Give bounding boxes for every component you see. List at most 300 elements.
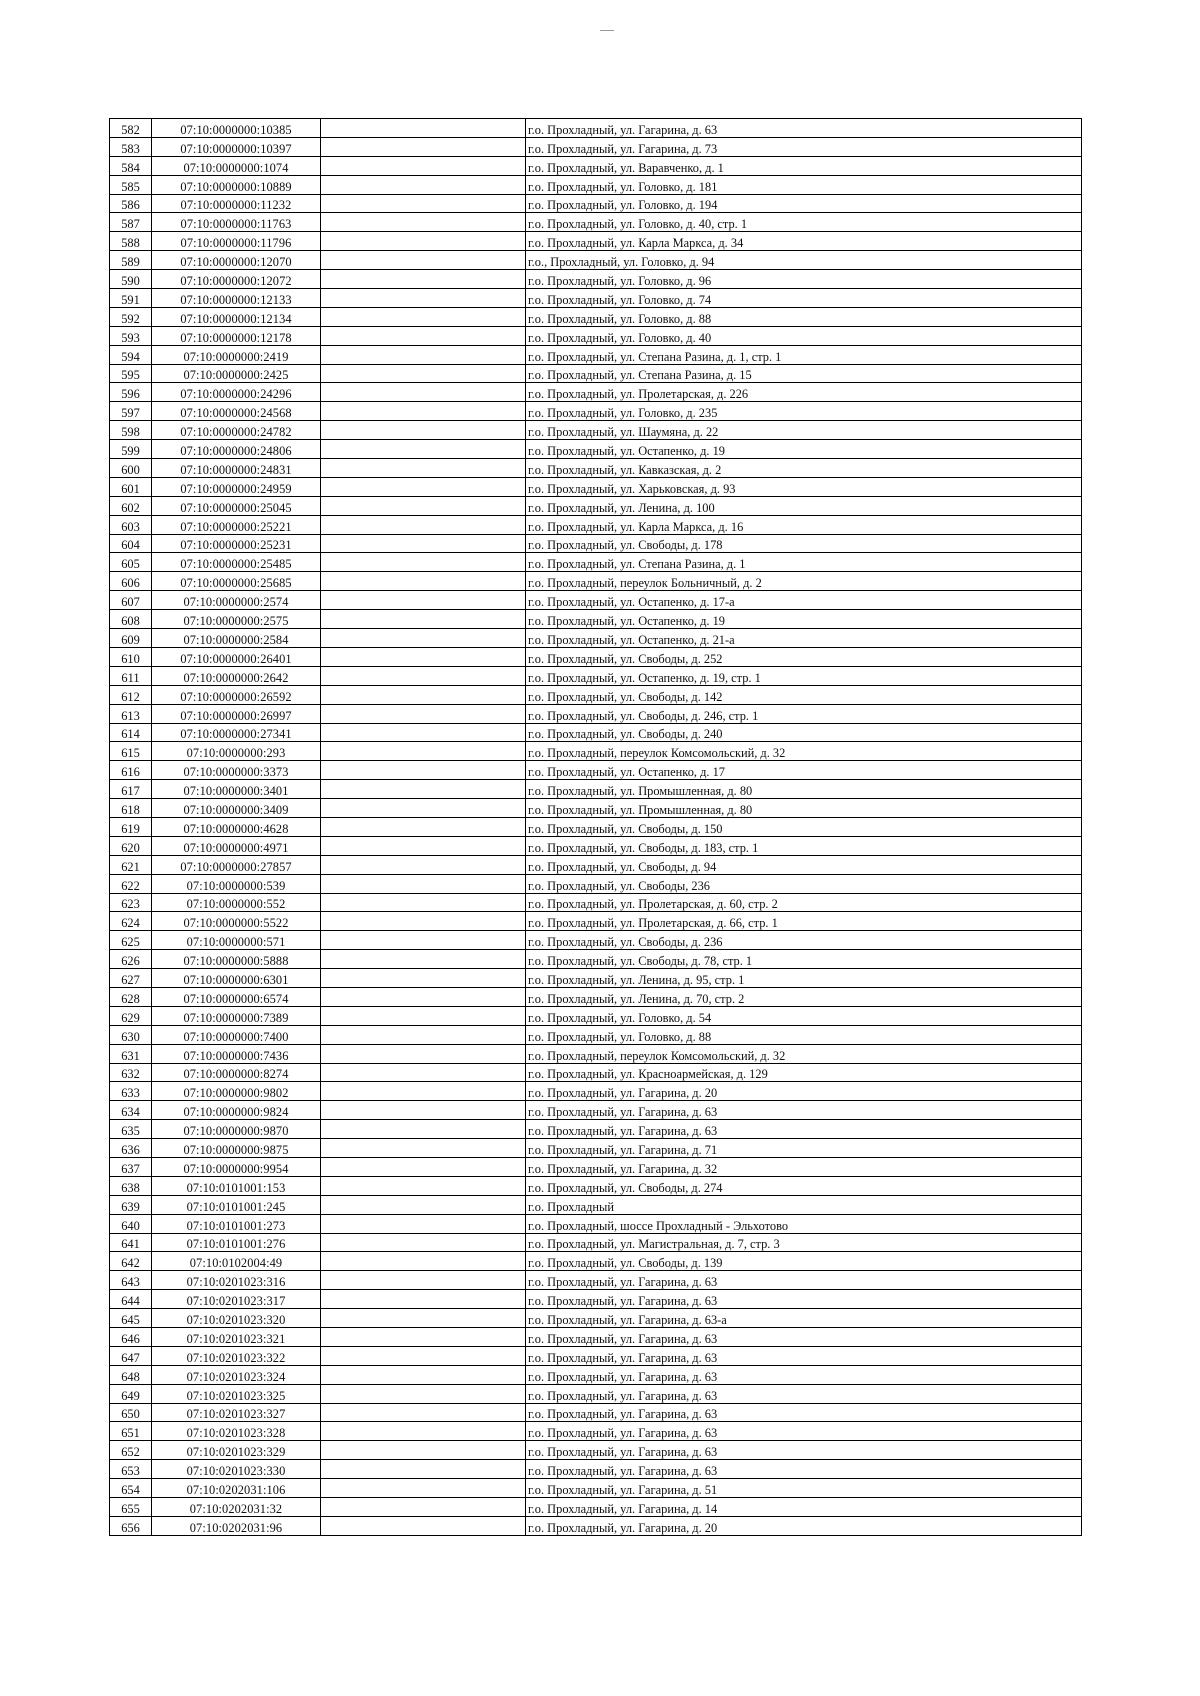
cadastral-number-cell: 07:10:0000000:10385 (152, 119, 321, 138)
cadastral-number-cell: 07:10:0000000:4628 (152, 817, 321, 836)
cadastral-number-cell: 07:10:0000000:6574 (152, 987, 321, 1006)
address-cell: г.о. Прохладный, ул. Красноармейская, д. 129 (526, 1063, 1082, 1082)
cadastral-number-cell: 07:10:0000000:11763 (152, 213, 321, 232)
row-number-cell: 646 (110, 1328, 152, 1347)
table-row (110, 950, 1082, 969)
address-cell: г.о. Прохладный, ул. Варавченко, д. 1 (526, 156, 1082, 175)
table-row (110, 610, 1082, 629)
address-cell: г.о. Прохладный, ул. Пролетарская, д. 226 (526, 383, 1082, 402)
table-row (110, 591, 1082, 610)
cadastral-number-cell: 07:10:0000000:24568 (152, 402, 321, 421)
row-number-cell: 592 (110, 307, 152, 326)
address-cell: г.о. Прохладный, ул. Гагарина, д. 63 (526, 1120, 1082, 1139)
table-row (110, 232, 1082, 251)
empty-cell (321, 1346, 526, 1365)
empty-cell (321, 855, 526, 874)
address-cell: г.о. Прохладный, ул. Головко, д. 88 (526, 1025, 1082, 1044)
cadastral-number-cell: 07:10:0000000:12134 (152, 307, 321, 326)
empty-cell (321, 610, 526, 629)
row-number-cell: 621 (110, 855, 152, 874)
row-number-cell: 603 (110, 515, 152, 534)
empty-cell (321, 119, 526, 138)
empty-cell (321, 1479, 526, 1498)
row-number-cell: 654 (110, 1479, 152, 1498)
address-cell: г.о. Прохладный, ул. Кавказская, д. 2 (526, 459, 1082, 478)
table-row (110, 1006, 1082, 1025)
table-row (110, 1365, 1082, 1384)
row-number-cell: 612 (110, 685, 152, 704)
cadastral-number-cell: 07:10:0000000:24296 (152, 383, 321, 402)
empty-cell (321, 1422, 526, 1441)
empty-cell (321, 1290, 526, 1309)
row-number-cell: 627 (110, 969, 152, 988)
row-number-cell: 632 (110, 1063, 152, 1082)
address-cell: г.о. Прохладный, ул. Гагарина, д. 32 (526, 1157, 1082, 1176)
address-cell: г.о. Прохладный, ул. Свободы, д. 236 (526, 931, 1082, 950)
empty-cell (321, 761, 526, 780)
row-number-cell: 608 (110, 610, 152, 629)
table-row (110, 119, 1082, 138)
cadastral-number-cell: 07:10:0000000:9870 (152, 1120, 321, 1139)
address-cell: г.о. Прохладный, ул. Остапенко, д. 21-а (526, 629, 1082, 648)
cadastral-number-cell: 07:10:0201023:330 (152, 1460, 321, 1479)
table-row (110, 817, 1082, 836)
cadastral-number-cell: 07:10:0000000:9824 (152, 1101, 321, 1120)
empty-cell (321, 799, 526, 818)
cadastral-number-cell: 07:10:0000000:3373 (152, 761, 321, 780)
address-cell: г.о. Прохладный, ул. Гагарина, д. 14 (526, 1498, 1082, 1517)
row-number-cell: 638 (110, 1176, 152, 1195)
cadastral-number-cell: 07:10:0000000:11232 (152, 194, 321, 213)
row-number-cell: 615 (110, 742, 152, 761)
cadastral-number-cell: 07:10:0201023:329 (152, 1441, 321, 1460)
address-cell: г.о. Прохладный, ул. Карла Маркса, д. 34 (526, 232, 1082, 251)
cadastral-number-cell: 07:10:0000000:2575 (152, 610, 321, 629)
address-cell: г.о. Прохладный, ул. Гагарина, д. 63-а (526, 1309, 1082, 1328)
address-cell: г.о. Прохладный, ул. Гагарина, д. 63 (526, 1290, 1082, 1309)
empty-cell (321, 1176, 526, 1195)
empty-cell (321, 1365, 526, 1384)
empty-cell (321, 459, 526, 478)
cadastral-number-cell: 07:10:0000000:12072 (152, 270, 321, 289)
empty-cell (321, 289, 526, 308)
cadastral-number-cell: 07:10:0101001:276 (152, 1233, 321, 1252)
cadastral-number-cell: 07:10:0201023:321 (152, 1328, 321, 1347)
empty-cell (321, 1044, 526, 1063)
address-cell: г.о. Прохладный, ул. Свободы, д. 142 (526, 685, 1082, 704)
table-row (110, 1176, 1082, 1195)
row-number-cell: 647 (110, 1346, 152, 1365)
empty-cell (321, 383, 526, 402)
address-cell: г.о. Прохладный, шоссе Прохладный - Эльхотово (526, 1214, 1082, 1233)
table-row (110, 1252, 1082, 1271)
address-cell: г.о. Прохладный, ул. Ленина, д. 100 (526, 496, 1082, 515)
address-cell: г.о. Прохладный, ул. Головко, д. 96 (526, 270, 1082, 289)
empty-cell (321, 685, 526, 704)
table-row (110, 496, 1082, 515)
address-cell: г.о. Прохладный, ул. Свободы, д. 274 (526, 1176, 1082, 1195)
table-row (110, 213, 1082, 232)
row-number-cell: 606 (110, 572, 152, 591)
table-row (110, 402, 1082, 421)
cadastral-number-cell: 07:10:0000000:293 (152, 742, 321, 761)
table-row (110, 666, 1082, 685)
row-number-cell: 601 (110, 477, 152, 496)
address-cell: г.о. Прохладный, ул. Гагарина, д. 51 (526, 1479, 1082, 1498)
address-cell: г.о. Прохладный, ул. Свободы, д. 78, стр. 1 (526, 950, 1082, 969)
row-number-cell: 648 (110, 1365, 152, 1384)
cadastral-number-cell: 07:10:0201023:317 (152, 1290, 321, 1309)
row-number-cell: 604 (110, 534, 152, 553)
address-cell: г.о. Прохладный, ул. Остапенко, д. 19, стр. 1 (526, 666, 1082, 685)
page-scan-mark (600, 30, 614, 31)
table-row (110, 931, 1082, 950)
row-number-cell: 642 (110, 1252, 152, 1271)
cadastral-number-cell: 07:10:0000000:9802 (152, 1082, 321, 1101)
table-row (110, 270, 1082, 289)
table-row (110, 1044, 1082, 1063)
table-row (110, 515, 1082, 534)
cadastral-number-cell: 07:10:0000000:539 (152, 874, 321, 893)
table-row (110, 799, 1082, 818)
empty-cell (321, 817, 526, 836)
empty-cell (321, 1271, 526, 1290)
empty-cell (321, 364, 526, 383)
empty-cell (321, 213, 526, 232)
table-row (110, 1082, 1082, 1101)
cadastral-number-cell: 07:10:0000000:10889 (152, 175, 321, 194)
address-cell: г.о. Прохладный, ул. Гагарина, д. 63 (526, 1101, 1082, 1120)
address-cell: г.о. Прохладный, ул. Гагарина, д. 63 (526, 1403, 1082, 1422)
cadastral-number-cell: 07:10:0201023:320 (152, 1309, 321, 1328)
empty-cell (321, 629, 526, 648)
table-row (110, 137, 1082, 156)
cadastral-number-cell: 07:10:0000000:3401 (152, 780, 321, 799)
empty-cell (321, 1252, 526, 1271)
row-number-cell: 630 (110, 1025, 152, 1044)
address-cell: г.о. Прохладный, ул. Гагарина, д. 63 (526, 1328, 1082, 1347)
address-cell: г.о. Прохладный, ул. Гагарина, д. 63 (526, 1365, 1082, 1384)
table-row (110, 440, 1082, 459)
row-number-cell: 625 (110, 931, 152, 950)
table-row (110, 1422, 1082, 1441)
empty-cell (321, 572, 526, 591)
address-cell: г.о. Прохладный, ул. Свободы, д. 139 (526, 1252, 1082, 1271)
cadastral-number-cell: 07:10:0000000:27857 (152, 855, 321, 874)
row-number-cell: 633 (110, 1082, 152, 1101)
cadastral-number-cell: 07:10:0000000:24806 (152, 440, 321, 459)
cadastral-number-cell: 07:10:0000000:552 (152, 893, 321, 912)
address-cell: г.о. Прохладный, ул. Шаумяна, д. 22 (526, 421, 1082, 440)
address-cell: г.о. Прохладный, ул. Свободы, д. 240 (526, 723, 1082, 742)
address-cell: г.о. Прохладный, ул. Гагарина, д. 63 (526, 1422, 1082, 1441)
table-row (110, 421, 1082, 440)
row-number-cell: 607 (110, 591, 152, 610)
row-number-cell: 588 (110, 232, 152, 251)
cadastral-number-cell: 07:10:0000000:10397 (152, 137, 321, 156)
row-number-cell: 624 (110, 912, 152, 931)
cadastral-number-cell: 07:10:0000000:2419 (152, 345, 321, 364)
row-number-cell: 611 (110, 666, 152, 685)
row-number-cell: 656 (110, 1516, 152, 1535)
empty-cell (321, 1403, 526, 1422)
empty-cell (321, 1063, 526, 1082)
empty-cell (321, 1214, 526, 1233)
row-number-cell: 585 (110, 175, 152, 194)
table-row (110, 477, 1082, 496)
row-number-cell: 652 (110, 1441, 152, 1460)
cadastral-number-cell: 07:10:0000000:7436 (152, 1044, 321, 1063)
cadastral-number-cell: 07:10:0102004:49 (152, 1252, 321, 1271)
empty-cell (321, 969, 526, 988)
table-row (110, 326, 1082, 345)
registry-table-container (109, 118, 1081, 1536)
cadastral-number-cell: 07:10:0202031:106 (152, 1479, 321, 1498)
address-cell: г.о. Прохладный, ул. Промышленная, д. 80 (526, 780, 1082, 799)
address-cell: г.о. Прохладный, ул. Гагарина, д. 73 (526, 137, 1082, 156)
cadastral-number-cell: 07:10:0000000:1074 (152, 156, 321, 175)
row-number-cell: 595 (110, 364, 152, 383)
empty-cell (321, 402, 526, 421)
row-number-cell: 583 (110, 137, 152, 156)
empty-cell (321, 1195, 526, 1214)
empty-cell (321, 666, 526, 685)
address-cell: г.о. Прохладный, ул. Степана Разина, д. 1 (526, 553, 1082, 572)
row-number-cell: 640 (110, 1214, 152, 1233)
empty-cell (321, 1120, 526, 1139)
table-row (110, 289, 1082, 308)
row-number-cell: 582 (110, 119, 152, 138)
empty-cell (321, 440, 526, 459)
table-row (110, 1309, 1082, 1328)
address-cell: г.о. Прохладный, ул. Гагарина, д. 63 (526, 1271, 1082, 1290)
row-number-cell: 610 (110, 647, 152, 666)
table-row (110, 459, 1082, 478)
address-cell: г.о. Прохладный, ул. Гагарина, д. 71 (526, 1139, 1082, 1158)
empty-cell (321, 421, 526, 440)
address-cell: г.о. Прохладный, ул. Гагарина, д. 63 (526, 1460, 1082, 1479)
table-row (110, 855, 1082, 874)
cadastral-number-cell: 07:10:0000000:24782 (152, 421, 321, 440)
address-cell: г.о. Прохладный, ул. Пролетарская, д. 66, стр. 1 (526, 912, 1082, 931)
cadastral-number-cell: 07:10:0000000:4971 (152, 836, 321, 855)
empty-cell (321, 515, 526, 534)
table-row (110, 1139, 1082, 1158)
row-number-cell: 636 (110, 1139, 152, 1158)
row-number-cell: 599 (110, 440, 152, 459)
empty-cell (321, 1328, 526, 1347)
empty-cell (321, 987, 526, 1006)
cadastral-number-cell: 07:10:0000000:12178 (152, 326, 321, 345)
table-row (110, 1157, 1082, 1176)
table-row (110, 629, 1082, 648)
cadastral-number-cell: 07:10:0201023:327 (152, 1403, 321, 1422)
empty-cell (321, 742, 526, 761)
empty-cell (321, 950, 526, 969)
empty-cell (321, 1006, 526, 1025)
table-row (110, 534, 1082, 553)
table-row (110, 1479, 1082, 1498)
cadastral-number-cell: 07:10:0201023:322 (152, 1346, 321, 1365)
table-row (110, 194, 1082, 213)
empty-cell (321, 1082, 526, 1101)
address-cell: г.о. Прохладный, ул. Гагарина, д. 63 (526, 1384, 1082, 1403)
empty-cell (321, 723, 526, 742)
cadastral-number-cell: 07:10:0202031:32 (152, 1498, 321, 1517)
row-number-cell: 605 (110, 553, 152, 572)
row-number-cell: 596 (110, 383, 152, 402)
address-cell: г.о. Прохладный, ул. Свободы, д. 183, стр. 1 (526, 836, 1082, 855)
row-number-cell: 655 (110, 1498, 152, 1517)
cadastral-number-cell: 07:10:0000000:26997 (152, 704, 321, 723)
address-cell: г.о. Прохладный, переулок Комсомольский, д. 32 (526, 742, 1082, 761)
empty-cell (321, 704, 526, 723)
table-row (110, 1441, 1082, 1460)
row-number-cell: 589 (110, 251, 152, 270)
cadastral-number-cell: 07:10:0000000:24831 (152, 459, 321, 478)
cadastral-number-cell: 07:10:0000000:8274 (152, 1063, 321, 1082)
row-number-cell: 639 (110, 1195, 152, 1214)
table-row (110, 893, 1082, 912)
empty-cell (321, 270, 526, 289)
table-row (110, 345, 1082, 364)
cadastral-number-cell: 07:10:0201023:316 (152, 1271, 321, 1290)
address-cell: г.о. Прохладный, ул. Гагарина, д. 20 (526, 1082, 1082, 1101)
row-number-cell: 597 (110, 402, 152, 421)
address-cell: г.о. Прохладный, ул. Головко, д. 181 (526, 175, 1082, 194)
address-cell: г.о. Прохладный, ул. Свободы, д. 150 (526, 817, 1082, 836)
row-number-cell: 617 (110, 780, 152, 799)
address-cell: г.о. Прохладный, ул. Остапенко, д. 17 (526, 761, 1082, 780)
cadastral-number-cell: 07:10:0000000:6301 (152, 969, 321, 988)
cadastral-number-cell: 07:10:0000000:25485 (152, 553, 321, 572)
table-row (110, 1214, 1082, 1233)
row-number-cell: 650 (110, 1403, 152, 1422)
cadastral-number-cell: 07:10:0000000:7400 (152, 1025, 321, 1044)
table-row (110, 1195, 1082, 1214)
address-cell: г.о. Прохладный, ул. Головко, д. 88 (526, 307, 1082, 326)
cadastral-number-cell: 07:10:0202031:96 (152, 1516, 321, 1535)
address-cell: г.о. Прохладный, переулок Комсомольский, д. 32 (526, 1044, 1082, 1063)
cadastral-number-cell: 07:10:0101001:245 (152, 1195, 321, 1214)
row-number-cell: 619 (110, 817, 152, 836)
table-row (110, 761, 1082, 780)
registry-table (109, 118, 1082, 1536)
row-number-cell: 613 (110, 704, 152, 723)
cadastral-number-cell: 07:10:0000000:26592 (152, 685, 321, 704)
empty-cell (321, 137, 526, 156)
address-cell: г.о. Прохладный (526, 1195, 1082, 1214)
empty-cell (321, 1025, 526, 1044)
row-number-cell: 641 (110, 1233, 152, 1252)
empty-cell (321, 251, 526, 270)
empty-cell (321, 836, 526, 855)
empty-cell (321, 912, 526, 931)
row-number-cell: 594 (110, 345, 152, 364)
row-number-cell: 586 (110, 194, 152, 213)
table-row (110, 1460, 1082, 1479)
table-row (110, 364, 1082, 383)
table-row (110, 1290, 1082, 1309)
table-row (110, 1120, 1082, 1139)
table-row (110, 912, 1082, 931)
cadastral-number-cell: 07:10:0000000:571 (152, 931, 321, 950)
cadastral-number-cell: 07:10:0000000:2574 (152, 591, 321, 610)
cadastral-number-cell: 07:10:0101001:153 (152, 1176, 321, 1195)
row-number-cell: 614 (110, 723, 152, 742)
empty-cell (321, 232, 526, 251)
empty-cell (321, 1139, 526, 1158)
table-row (110, 553, 1082, 572)
table-row (110, 874, 1082, 893)
empty-cell (321, 1157, 526, 1176)
row-number-cell: 587 (110, 213, 152, 232)
empty-cell (321, 1460, 526, 1479)
address-cell: г.о. Прохладный, ул. Остапенко, д. 17-а (526, 591, 1082, 610)
row-number-cell: 593 (110, 326, 152, 345)
address-cell: г.о. Прохладный, ул. Харьковская, д. 93 (526, 477, 1082, 496)
address-cell: г.о. Прохладный, ул. Гагарина, д. 63 (526, 119, 1082, 138)
empty-cell (321, 780, 526, 799)
address-cell: г.о. Прохладный, переулок Больничный, д. 2 (526, 572, 1082, 591)
empty-cell (321, 1384, 526, 1403)
empty-cell (321, 345, 526, 364)
empty-cell (321, 1516, 526, 1535)
cadastral-number-cell: 07:10:0000000:24959 (152, 477, 321, 496)
cadastral-number-cell: 07:10:0000000:11796 (152, 232, 321, 251)
cadastral-number-cell: 07:10:0201023:324 (152, 1365, 321, 1384)
row-number-cell: 618 (110, 799, 152, 818)
row-number-cell: 620 (110, 836, 152, 855)
empty-cell (321, 496, 526, 515)
table-row (110, 383, 1082, 402)
table-row (110, 1516, 1082, 1535)
address-cell: г.о. Прохладный, ул. Свободы, д. 178 (526, 534, 1082, 553)
empty-cell (321, 553, 526, 572)
table-row (110, 1233, 1082, 1252)
row-number-cell: 653 (110, 1460, 152, 1479)
table-row (110, 780, 1082, 799)
address-cell: г.о. Прохладный, ул. Головко, д. 54 (526, 1006, 1082, 1025)
cadastral-number-cell: 07:10:0000000:2642 (152, 666, 321, 685)
address-cell: г.о. Прохладный, ул. Гагарина, д. 20 (526, 1516, 1082, 1535)
table-row (110, 1271, 1082, 1290)
row-number-cell: 635 (110, 1120, 152, 1139)
row-number-cell: 591 (110, 289, 152, 308)
table-row (110, 1328, 1082, 1347)
table-row (110, 307, 1082, 326)
address-cell: г.о. Прохладный, ул. Степана Разина, д. 15 (526, 364, 1082, 383)
row-number-cell: 598 (110, 421, 152, 440)
row-number-cell: 629 (110, 1006, 152, 1025)
empty-cell (321, 591, 526, 610)
empty-cell (321, 893, 526, 912)
table-row (110, 1346, 1082, 1365)
address-cell: г.о. Прохладный, ул. Остапенко, д. 19 (526, 440, 1082, 459)
cadastral-number-cell: 07:10:0000000:26401 (152, 647, 321, 666)
address-cell: г.о. Прохладный, ул. Свободы, д. 246, стр. 1 (526, 704, 1082, 723)
empty-cell (321, 307, 526, 326)
row-number-cell: 631 (110, 1044, 152, 1063)
cadastral-number-cell: 07:10:0000000:2584 (152, 629, 321, 648)
cadastral-number-cell: 07:10:0000000:25221 (152, 515, 321, 534)
cadastral-number-cell: 07:10:0201023:328 (152, 1422, 321, 1441)
cadastral-number-cell: 07:10:0000000:3409 (152, 799, 321, 818)
empty-cell (321, 477, 526, 496)
table-row (110, 723, 1082, 742)
row-number-cell: 590 (110, 270, 152, 289)
empty-cell (321, 534, 526, 553)
